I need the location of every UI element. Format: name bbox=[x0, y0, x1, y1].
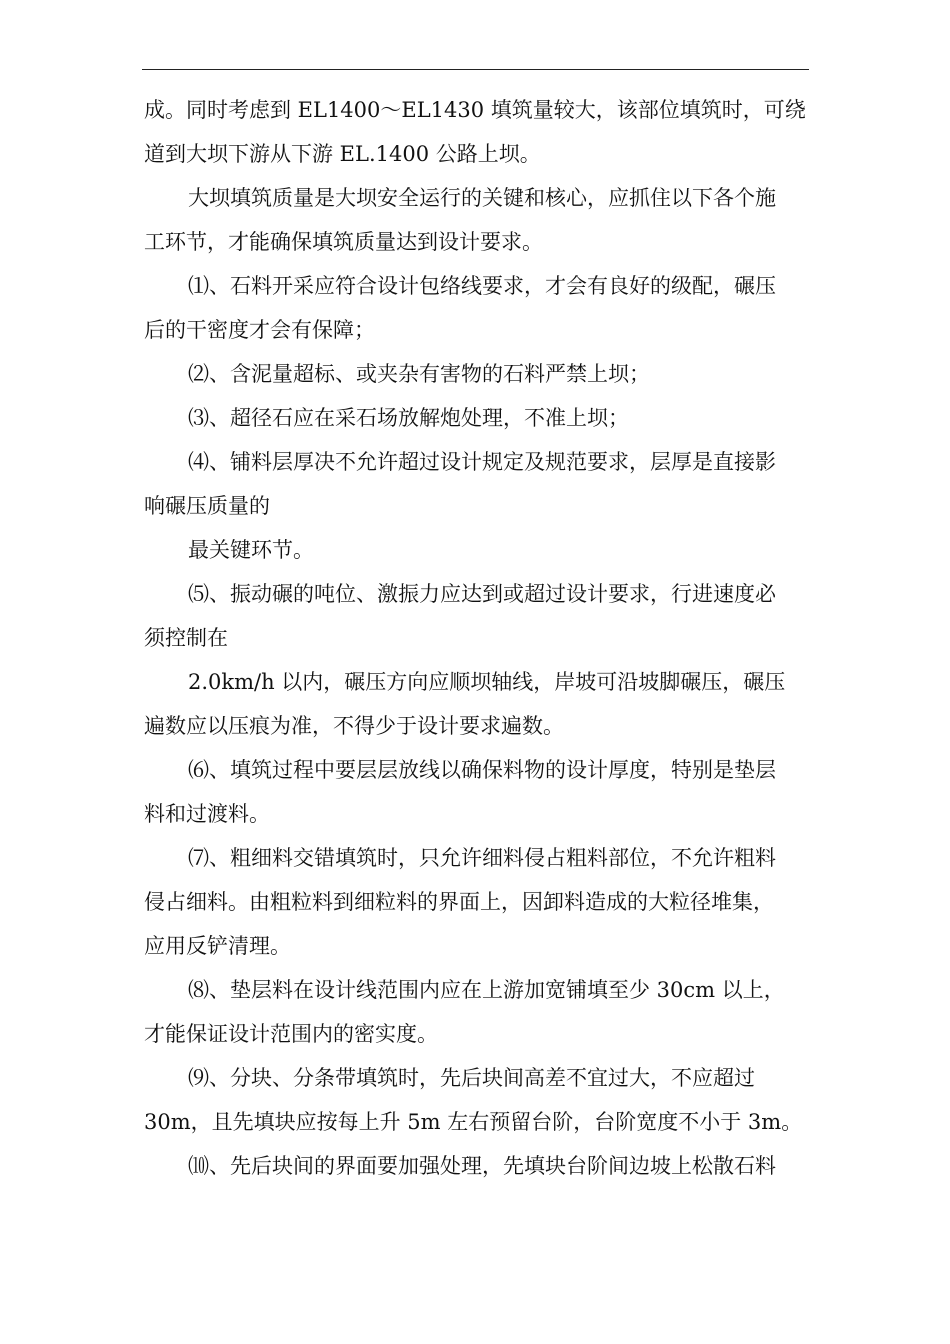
text-line: 须控制在 bbox=[144, 626, 228, 650]
text-line: ⑸、振动碾的吨位、激振力应达到或超过设计要求，行进速度必 bbox=[188, 582, 776, 606]
text-line: ⑴、石料开采应符合设计包络线要求，才会有良好的级配，碾压 bbox=[188, 274, 776, 298]
text-line: 料和过渡料。 bbox=[144, 802, 270, 826]
text-line: 遍数应以压痕为准，不得少于设计要求遍数。 bbox=[144, 714, 564, 738]
text-line: 才能保证设计范围内的密实度。 bbox=[144, 1022, 438, 1046]
text-line: 30m，且先填块应按每上升 5m 左右预留台阶，台阶宽度不小于 3m。 bbox=[144, 1110, 803, 1134]
text-line: 2.0km/h 以内，碾压方向应顺坝轴线，岸坡可沿坡脚碾压，碾压 bbox=[188, 670, 786, 694]
text-line: 工环节，才能确保填筑质量达到设计要求。 bbox=[144, 230, 543, 254]
text-line: 最关键环节。 bbox=[188, 538, 314, 562]
text-line: ⑹、填筑过程中要层层放线以确保料物的设计厚度，特别是垫层 bbox=[188, 758, 776, 782]
text-line: ⑼、分块、分条带填筑时，先后块间高差不宜过大，不应超过 bbox=[188, 1066, 755, 1090]
text-line: ⑷、铺料层厚决不允许超过设计规定及规范要求，层厚是直接影 bbox=[188, 450, 776, 474]
text-line: 应用反铲清理。 bbox=[144, 934, 291, 958]
text-line: ⑺、粗细料交错填筑时，只允许细料侵占粗料部位，不允许粗料 bbox=[188, 846, 776, 870]
text-line: ⑵、含泥量超标、或夹杂有害物的石料严禁上坝； bbox=[188, 362, 650, 386]
body-text bbox=[144, 88, 816, 1188]
text-line: 后的干密度才会有保障； bbox=[144, 318, 375, 342]
text-line: 大坝填筑质量是大坝安全运行的关键和核心，应抓住以下各个施 bbox=[188, 186, 776, 210]
text-line: ⑽、先后块间的界面要加强处理，先填块台阶间边坡上松散石料 bbox=[188, 1154, 776, 1178]
text-line: 道到大坝下游从下游 EL.1400 公路上坝。 bbox=[144, 142, 541, 166]
text-line: 响碾压质量的 bbox=[144, 494, 270, 518]
text-line: 成。同时考虑到 EL1400～EL1430 填筑量较大，该部位填筑时，可绕 bbox=[144, 98, 806, 122]
text-line: ⑻、垫层料在设计线范围内应在上游加宽铺填至少 30cm 以上， bbox=[188, 978, 785, 1002]
text-line: 侵占细料。由粗粒料到细粒料的界面上，因卸料造成的大粒径堆集， bbox=[144, 890, 774, 914]
header-rule bbox=[142, 69, 809, 70]
text-line: ⑶、超径石应在采石场放解炮处理，不准上坝； bbox=[188, 406, 629, 430]
